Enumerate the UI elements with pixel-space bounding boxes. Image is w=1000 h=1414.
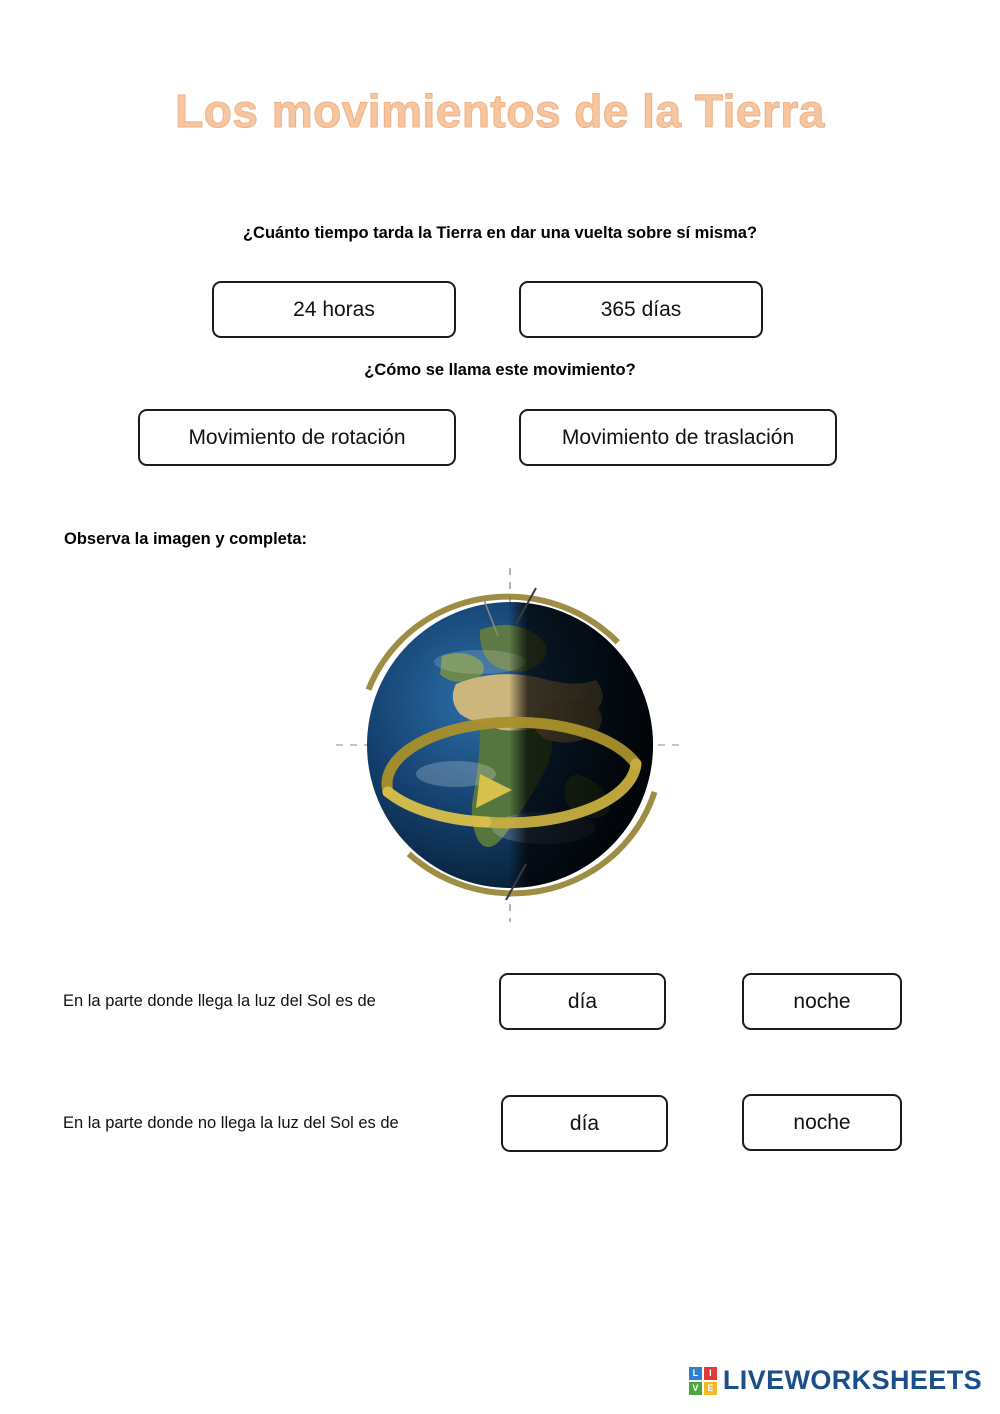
earth-rotation-illustration	[330, 560, 690, 930]
logo-wordmark: LIVEWORKSHEETS	[722, 1365, 982, 1395]
sentence-1-text: En la parte donde llega la luz del Sol es de	[63, 992, 376, 1010]
option-movimiento-traslacion[interactable]: Movimiento de traslación	[519, 409, 837, 466]
page-title: Los movimientos de la Tierra	[175, 85, 825, 137]
sentence-1-option-noche[interactable]: noche	[742, 973, 902, 1030]
earth-svg	[330, 560, 690, 930]
logo-letter-l: L	[689, 1367, 702, 1380]
question-2-text: ¿Cómo se llama este movimiento?	[364, 361, 636, 379]
liveworksheets-logo[interactable]	[689, 1365, 982, 1396]
logo-squares-row-top	[689, 1367, 717, 1380]
question-1-text: ¿Cuánto tiempo tarda la Tierra en dar una vuelta sobre sí misma?	[242, 224, 758, 242]
sentence-2-option-noche[interactable]: noche	[742, 1094, 902, 1151]
option-movimiento-rotacion[interactable]: Movimiento de rotación	[138, 409, 456, 466]
logo-squares-row-bottom	[689, 1382, 717, 1395]
logo-letter-i: I	[704, 1367, 717, 1380]
logo-squares	[689, 1367, 717, 1395]
logo-letter-v: V	[689, 1382, 702, 1395]
instruction-text: Observa la imagen y completa:	[64, 530, 308, 548]
logo-letter-e: E	[704, 1382, 717, 1395]
option-365-dias[interactable]: 365 días	[519, 281, 763, 338]
sentence-2-text: En la parte donde no llega la luz del Sol es de	[63, 1114, 399, 1132]
option-24-horas[interactable]: 24 horas	[212, 281, 456, 338]
sentence-2-option-dia[interactable]: día	[501, 1095, 668, 1152]
sentence-1-option-dia[interactable]: día	[499, 973, 666, 1030]
